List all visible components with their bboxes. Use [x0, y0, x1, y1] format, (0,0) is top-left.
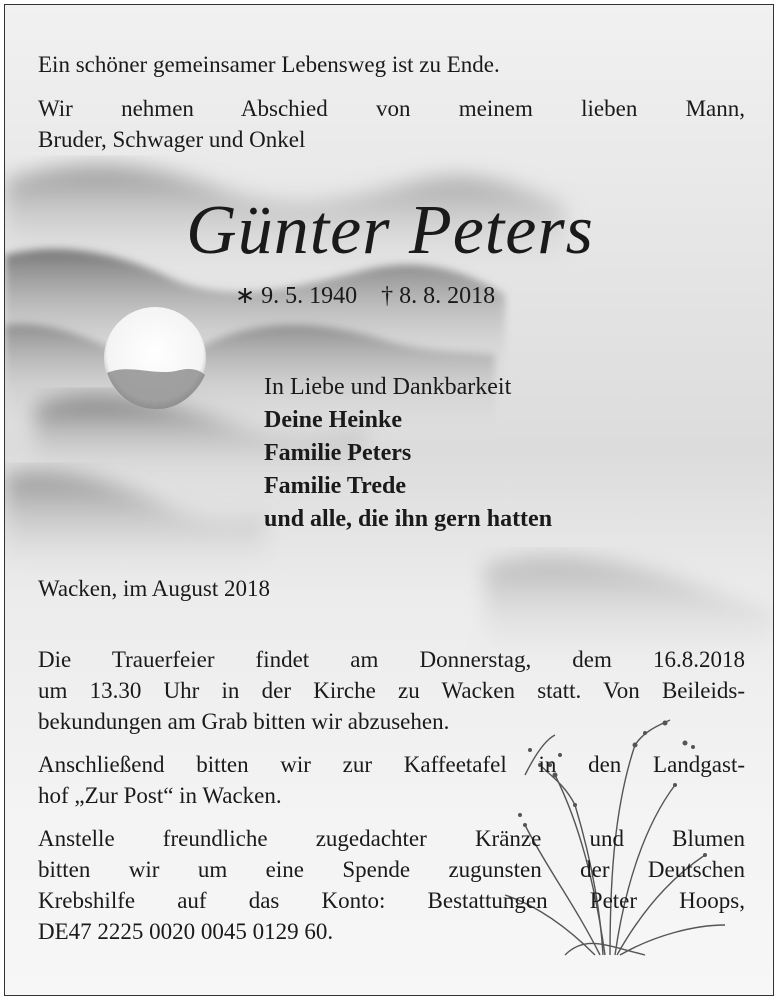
mourner-name: Familie Trede [264, 473, 406, 499]
birth-date: ∗ 9. 5. 1940 [235, 283, 358, 309]
donation-line: bitten wir um eine Spende zugunsten der Deutschen [38, 857, 745, 882]
funeral-line: um 13.30 Uhr in der Kirche zu Wacken statt. Von Beileids- [38, 678, 745, 703]
mourner-name: und alle, die ihn gern hatten [264, 506, 553, 532]
mourners-intro: In Liebe und Dankbarkeit [264, 374, 512, 400]
donation-line: Krebshilfe auf das Konto: Bestattungen Peter Hoops, [38, 888, 745, 913]
place-date: Wacken, im August 2018 [38, 576, 270, 601]
intro-line-3: Bruder, Schwager und Onkel [38, 127, 306, 152]
mourners-block [264, 371, 734, 536]
donation-line: Anstelle freundliche zugedachter Kränze und Blumen [38, 826, 745, 851]
funeral-line: bekundungen am Grab bitten wir abzusehen. [38, 709, 450, 734]
iban-line: DE47 2225 0020 0045 0129 60. [38, 919, 334, 944]
intro-line-2: Wir nehmen Abschied von meinem lieben Mann, [38, 96, 745, 121]
mourner-name: Familie Peters [264, 440, 412, 466]
obituary-card [4, 4, 774, 996]
life-dates [235, 281, 495, 311]
intro-line-1: Ein schöner gemeinsamer Lebensweg ist zu Ende. [38, 52, 500, 77]
funeral-line: Die Trauerfeier findet am Donnerstag, dem 16.8.2018 [38, 647, 745, 672]
deceased-name: Günter Peters [186, 192, 594, 269]
mourner-name: Deine Heinke [264, 407, 402, 433]
death-date: † 8. 8. 2018 [381, 283, 496, 309]
reception-line: Anschließend bitten wir zur Kaffeetafel in den Landgast- [38, 752, 745, 777]
reception-line: hof „Zur Post“ in Wacken. [38, 783, 282, 808]
